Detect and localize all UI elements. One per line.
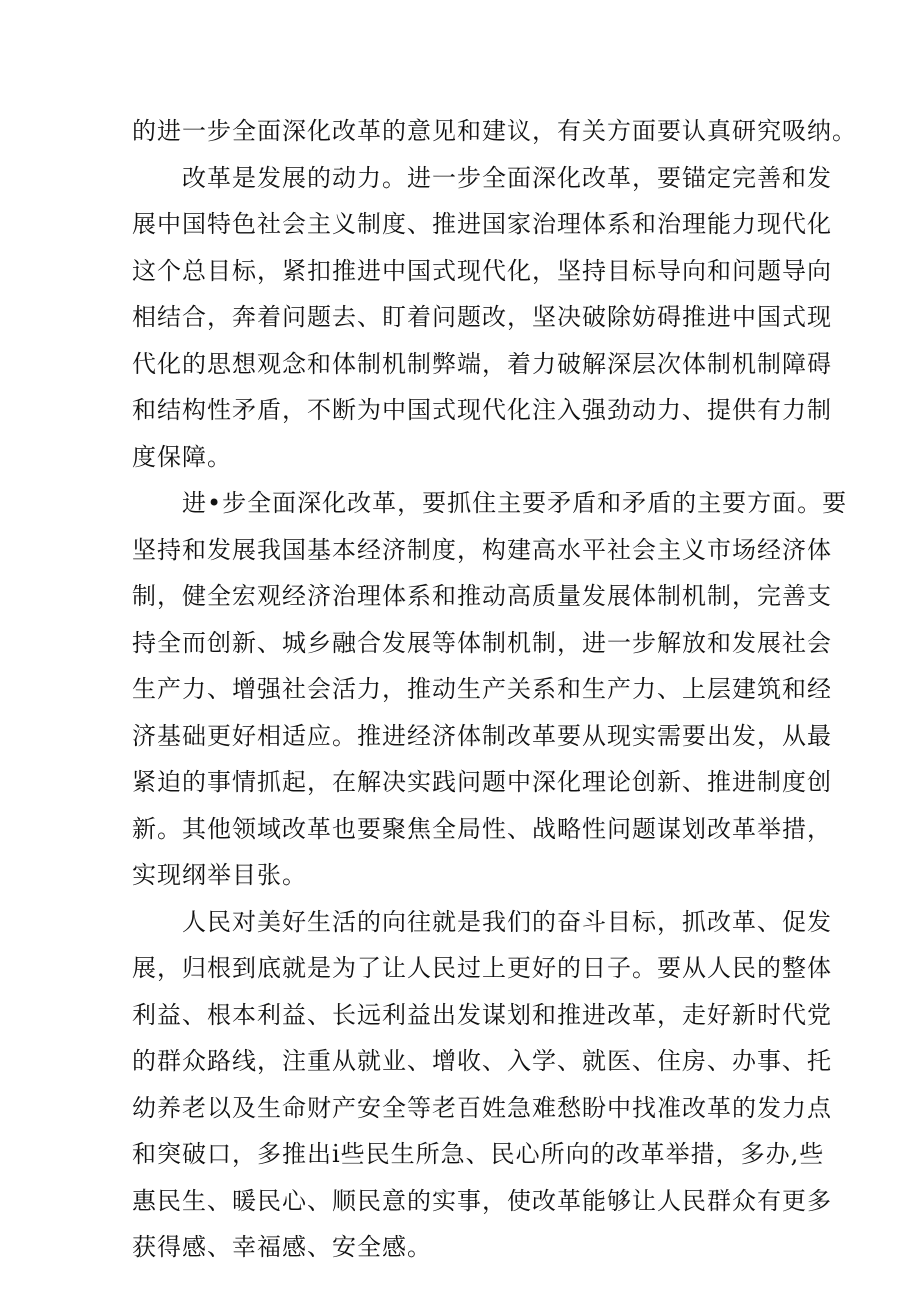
text-line: 紧迫的事情抓起，在解决实践问题中深化理论创新、推进制度创	[132, 768, 832, 796]
text-line: 这个总目标，紧扣推进中国式现代化，坚持目标导向和问题导向	[132, 256, 832, 285]
document-body	[132, 108, 857, 1271]
text-line: 展，归根到底就是为了让人民过上更好的日子。要从人民的整体	[132, 954, 832, 982]
text-line: 幼养老以及生命财产安全等老百姓急难愁盼中找准改革的发力点	[132, 1093, 832, 1122]
paragraph-reform-driving-force	[132, 155, 832, 481]
text-line: 进•步全面深化改革，要抓住主要矛盾和矛盾的主要方面。要	[182, 489, 848, 517]
text-line: 和结构性矛盾，不断为中国式现代化注入强劲动力、提供有力制	[132, 396, 832, 424]
text-line: 代化的思想观念和体制机制弊端，着力破解深层次体制机制障碍	[132, 349, 832, 378]
text-line: 相结合，奔着问题去、盯着问题改，坚决破除妨碍推进中国式现	[132, 303, 832, 331]
text-line: 持全而创新、城乡融合发展等体制机制，进一步解放和发展社会	[132, 628, 832, 657]
text-line: 坚持和发展我国基本经济制度，构建高水平社会主义市场经济体	[132, 535, 832, 564]
text-line: 人民对美好生活的向往就是我们的奋斗目标，抓改革、促发	[182, 907, 832, 936]
text-line: 获得感、幸福感、安全感。	[132, 1233, 432, 1261]
paragraph-continuation	[132, 108, 857, 155]
text-line: 的进一步全面深化改革的意见和建议，有关方面要认真研究吸纳。	[132, 117, 857, 145]
text-line: 惠民生、暖民心、顺民意的实事，使改革能够让人民群众有更多	[132, 1186, 832, 1215]
text-line: 改革是发展的动力。进一步全面深化改革，要锚定完善和发	[182, 163, 832, 192]
text-line: 度保障。	[132, 442, 232, 471]
text-line: 实现纲举目张。	[132, 861, 307, 889]
text-line: 的群众路线，注重从就业、增收、入学、就医、住房、办事、托	[132, 1047, 832, 1075]
paragraph-people-wellbeing	[132, 899, 832, 1271]
text-line: 利益、根本利益、长远利益出发谋划和推进改革，走好新时代党	[132, 1000, 832, 1029]
text-line: 和突破口，多推出i些民生所急、民心所向的改革举措，多办,些	[132, 1140, 825, 1168]
text-line: 济基础更好相适应。推进经济体制改革要从现实需要出发，从最	[132, 721, 832, 750]
text-line: 展中国特色社会主义制度、推进国家治理体系和治理能力现代化	[132, 210, 832, 238]
text-line: 制，健全宏观经济治理体系和推动高质量发展体制机制，完善支	[132, 582, 832, 610]
text-line: 生产力、增强社会活力，推动生产关系和生产力、上层建筑和经	[132, 675, 832, 703]
text-line: 新。其他领域改革也要聚焦全局性、战略性问题谋划改革举措，	[132, 814, 832, 843]
paragraph-principal-contradiction	[132, 480, 848, 899]
